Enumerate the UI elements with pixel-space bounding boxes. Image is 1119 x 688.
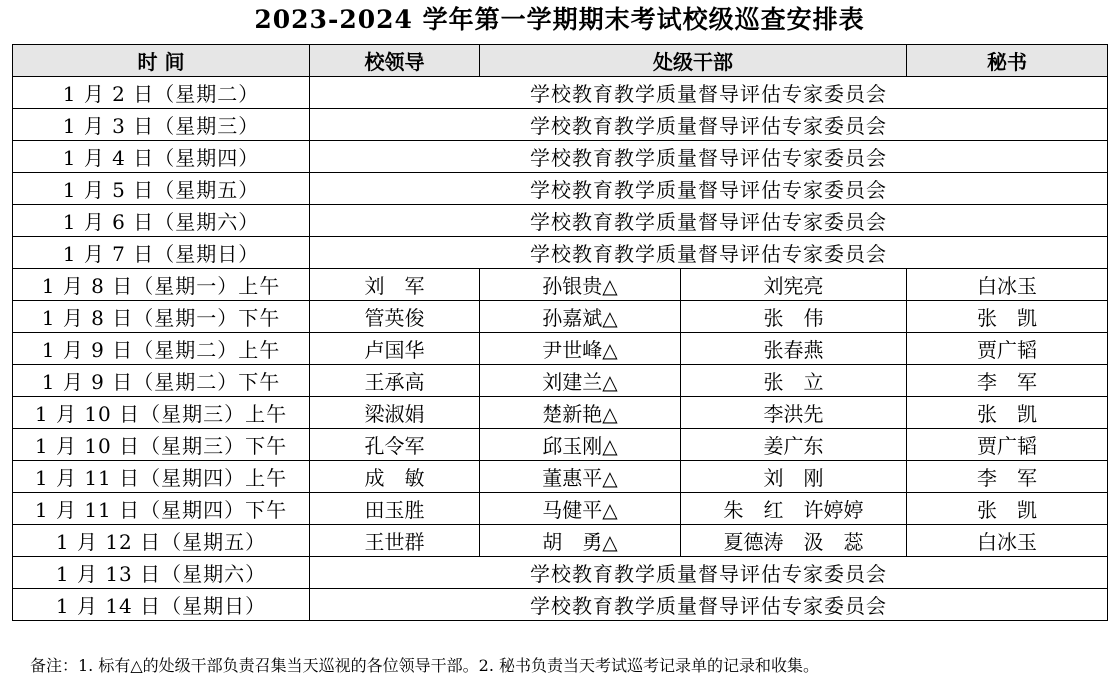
cell-leader: 田玉胜 <box>310 493 480 525</box>
cell-date: 1 月 3 日（星期三） <box>13 109 310 141</box>
cell-committee: 学校教育教学质量督导评估专家委员会 <box>310 141 1108 173</box>
cell-date: 1 月 14 日（星期日） <box>13 589 310 621</box>
cell-leader: 梁淑娟 <box>310 397 480 429</box>
cell-date: 1 月 10 日（星期三）下午 <box>13 429 310 461</box>
cell-dept-lead: 马健平△ <box>480 493 681 525</box>
table-header-row <box>13 45 1108 77</box>
cell-leader: 王承高 <box>310 365 480 397</box>
cell-date: 1 月 8 日（星期一）上午 <box>13 269 310 301</box>
cell-dept-lead: 孙银贵△ <box>480 269 681 301</box>
table-row <box>13 301 1108 333</box>
table-row <box>13 365 1108 397</box>
table-row <box>13 589 1108 621</box>
cell-leader: 孔令军 <box>310 429 480 461</box>
cell-date: 1 月 9 日（星期二）下午 <box>13 365 310 397</box>
header-dept: 处级干部 <box>480 45 907 77</box>
cell-dept-lead: 刘建兰△ <box>480 365 681 397</box>
table-row <box>13 557 1108 589</box>
footnote: 备注：1. 标有△的处级干部负责召集当天巡视的各位领导干部。2. 秘书负责当天考试巡考记录单的记录和收集。 <box>30 656 820 675</box>
cell-secretary: 张 凯 <box>907 493 1108 525</box>
cell-date: 1 月 11 日（星期四）上午 <box>13 461 310 493</box>
cell-date: 1 月 4 日（星期四） <box>13 141 310 173</box>
cell-dept-lead: 胡 勇△ <box>480 525 681 557</box>
cell-date: 1 月 5 日（星期五） <box>13 173 310 205</box>
cell-committee: 学校教育教学质量督导评估专家委员会 <box>310 589 1108 621</box>
cell-committee: 学校教育教学质量督导评估专家委员会 <box>310 77 1108 109</box>
cell-leader: 管英俊 <box>310 301 480 333</box>
cell-secretary: 李 军 <box>907 365 1108 397</box>
cell-secretary: 李 军 <box>907 461 1108 493</box>
table-row <box>13 269 1108 301</box>
table-row <box>13 77 1108 109</box>
cell-dept-lead: 董惠平△ <box>480 461 681 493</box>
cell-leader: 刘 军 <box>310 269 480 301</box>
cell-committee: 学校教育教学质量督导评估专家委员会 <box>310 109 1108 141</box>
header-secretary: 秘书 <box>907 45 1108 77</box>
cell-committee: 学校教育教学质量督导评估专家委员会 <box>310 237 1108 269</box>
table-row <box>13 493 1108 525</box>
header-time: 时 间 <box>13 45 310 77</box>
cell-date: 1 月 7 日（星期日） <box>13 237 310 269</box>
cell-date: 1 月 2 日（星期二） <box>13 77 310 109</box>
cell-dept-member: 张春燕 <box>681 333 907 365</box>
cell-leader: 成 敏 <box>310 461 480 493</box>
cell-dept-member: 刘 刚 <box>681 461 907 493</box>
cell-secretary: 白冰玉 <box>907 269 1108 301</box>
cell-dept-lead: 楚新艳△ <box>480 397 681 429</box>
table-row <box>13 525 1108 557</box>
table-row <box>13 205 1108 237</box>
cell-dept-lead: 孙嘉斌△ <box>480 301 681 333</box>
cell-date: 1 月 6 日（星期六） <box>13 205 310 237</box>
table-row <box>13 333 1108 365</box>
cell-secretary: 白冰玉 <box>907 525 1108 557</box>
table-row <box>13 429 1108 461</box>
cell-date: 1 月 9 日（星期二）上午 <box>13 333 310 365</box>
cell-committee: 学校教育教学质量督导评估专家委员会 <box>310 557 1108 589</box>
cell-dept-member: 张 伟 <box>681 301 907 333</box>
cell-date: 1 月 13 日（星期六） <box>13 557 310 589</box>
cell-dept-member: 刘宪亮 <box>681 269 907 301</box>
cell-secretary: 张 凯 <box>907 301 1108 333</box>
table-row <box>13 461 1108 493</box>
table-row <box>13 141 1108 173</box>
cell-dept-member: 李洪先 <box>681 397 907 429</box>
cell-date: 1 月 8 日（星期一）下午 <box>13 301 310 333</box>
table-row <box>13 397 1108 429</box>
page-title: 2023-2024 学年第一学期期末考试校级巡查安排表 <box>254 5 865 34</box>
cell-dept-member: 夏德涛 汲 蕊 <box>681 525 907 557</box>
cell-leader: 卢国华 <box>310 333 480 365</box>
cell-dept-member: 朱 红 许婷婷 <box>681 493 907 525</box>
table-row <box>13 109 1108 141</box>
cell-dept-member: 张 立 <box>681 365 907 397</box>
schedule-table <box>12 44 1108 621</box>
cell-secretary: 张 凯 <box>907 397 1108 429</box>
cell-dept-member: 姜广东 <box>681 429 907 461</box>
cell-date: 1 月 11 日（星期四）下午 <box>13 493 310 525</box>
cell-date: 1 月 10 日（星期三）上午 <box>13 397 310 429</box>
cell-dept-lead: 尹世峰△ <box>480 333 681 365</box>
cell-committee: 学校教育教学质量督导评估专家委员会 <box>310 173 1108 205</box>
table-row <box>13 173 1108 205</box>
header-leader: 校领导 <box>310 45 480 77</box>
schedule-body <box>13 77 1108 621</box>
table-row <box>13 237 1108 269</box>
cell-secretary: 贾广韬 <box>907 429 1108 461</box>
cell-dept-lead: 邱玉刚△ <box>480 429 681 461</box>
cell-leader: 王世群 <box>310 525 480 557</box>
cell-secretary: 贾广韬 <box>907 333 1108 365</box>
cell-date: 1 月 12 日（星期五） <box>13 525 310 557</box>
cell-committee: 学校教育教学质量督导评估专家委员会 <box>310 205 1108 237</box>
